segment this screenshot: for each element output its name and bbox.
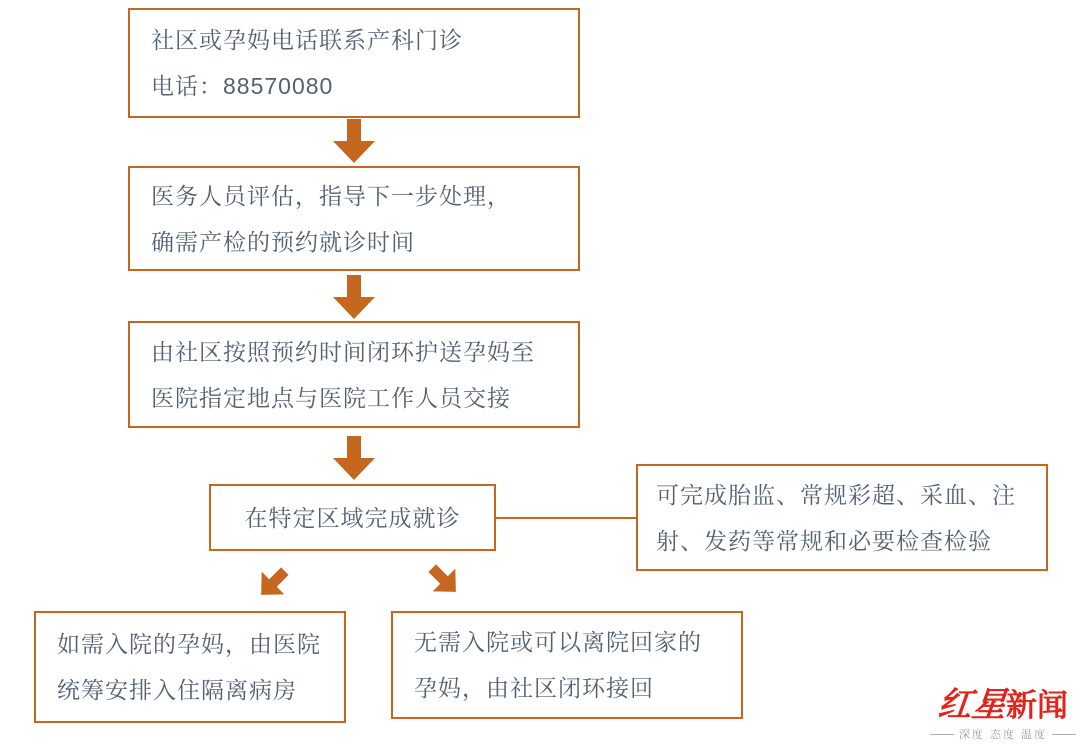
step-box-visit [209, 484, 496, 551]
step-escort-line2: 医院指定地点与医院工作人员交接 [151, 384, 511, 411]
step-box-escort [128, 321, 580, 428]
outcome-box-admit [34, 611, 346, 723]
redstar-news-logo [928, 685, 1078, 742]
brand-bold-part: 新闻 [1006, 688, 1068, 723]
side-note-line1: 可完成胎监、常规彩超、采血、注 [656, 481, 1016, 508]
tagline-dash-left [930, 734, 954, 735]
step-box-assess [128, 166, 580, 271]
brand-wordmark [935, 685, 1068, 725]
arrow-down-icon [333, 275, 375, 319]
outcome-return-line1: 无需入院或可以离院回家的 [414, 629, 702, 655]
step-visit-text: 在特定区域完成就诊 [244, 504, 461, 531]
outcome-admit-line1: 如需入院的孕妈，由医院 [57, 631, 321, 657]
outcome-return-line2: 孕妈，由社区闭环接回 [414, 675, 654, 701]
outcome-box-return [391, 611, 743, 719]
outcome-admit-line2: 统筹安排入住隔离病房 [57, 677, 297, 703]
step-box-contact [128, 8, 580, 118]
brand-tagline: 深度 态度 温度 [958, 729, 1048, 741]
arrow-down-right-icon [419, 555, 468, 604]
step-contact-line1: 社区或孕妈电话联系产科门诊 [151, 27, 463, 53]
brand-tagline-row [930, 726, 1076, 742]
step-escort-line1: 由社区按照预约时间闭环护送孕妈至 [151, 338, 535, 365]
step-contact-phone: 电话：88570080 [151, 73, 334, 99]
arrow-down-icon [333, 119, 375, 163]
brand-script-part: 红星 [935, 685, 1009, 725]
tagline-dash-right [1052, 734, 1076, 735]
step-assess-line2: 确需产检的预约就诊时间 [151, 228, 415, 255]
connector-line [496, 517, 636, 519]
step-assess-line1: 医务人员评估，指导下一步处理， [151, 182, 511, 209]
side-note-line2: 射、发药等常规和必要检查检验 [656, 527, 992, 554]
side-note-box [636, 464, 1048, 571]
arrow-down-left-icon [248, 558, 297, 607]
arrow-down-icon [333, 436, 375, 480]
